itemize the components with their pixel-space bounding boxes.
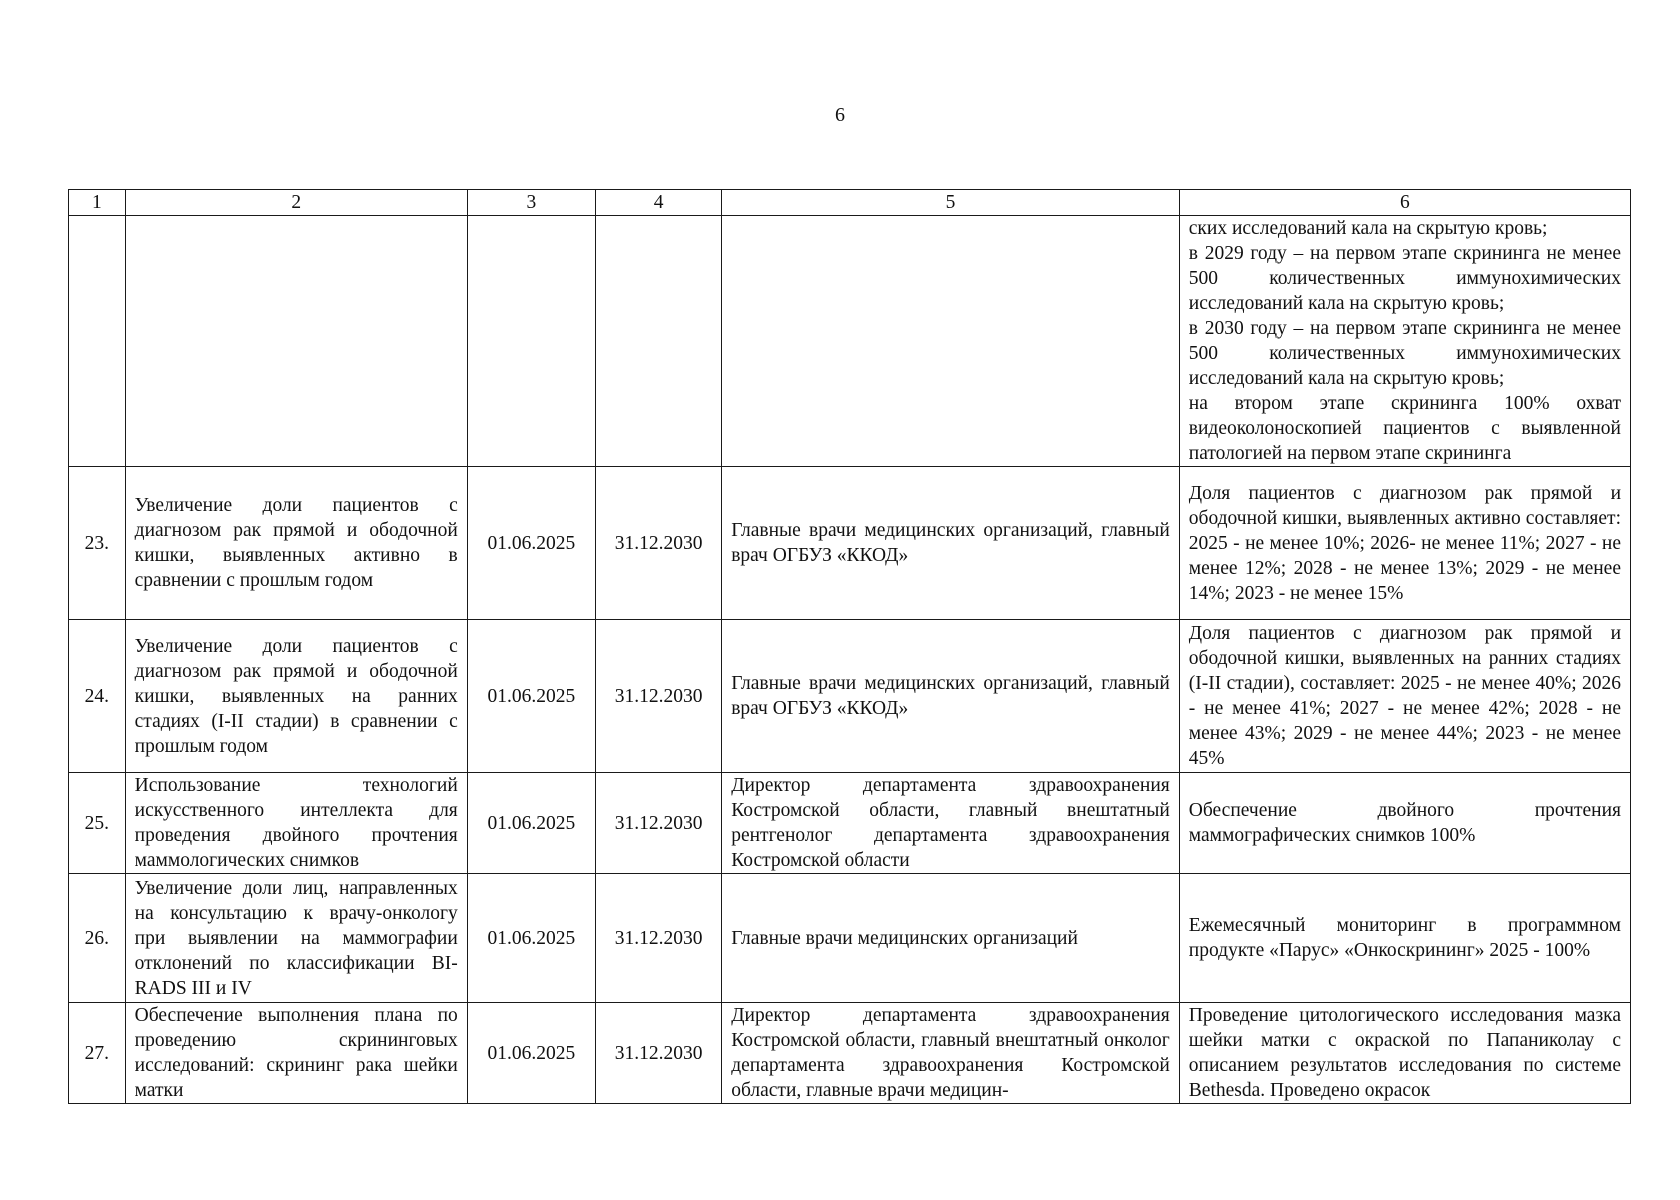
cell-activity: Увеличение доли пациентов с диагнозом рак прямой и ободочной кишки, выявленных на ранних стадиях (I-II стадии) в сравнении с прошлым годом [125, 620, 467, 773]
cell-responsible: Директор департамента здравоохранения Костромской области, главный внештатный рентгенолог департамента здравоохранения Костромской области [722, 773, 1180, 874]
cell-result: Обеспечение двойного прочтения маммографических снимков 100% [1179, 773, 1630, 874]
cell-responsible: Главные врачи медицинских организаций [722, 874, 1180, 1003]
cell-end-date: 31.12.2030 [596, 773, 722, 874]
cell-end-date: 31.12.2030 [596, 874, 722, 1003]
cell-end-date: 31.12.2030 [596, 620, 722, 773]
cell-start-date: 01.06.2025 [467, 620, 595, 773]
cell-result: Ежемесячный мониторинг в программном продукте «Парус» «Онкоскрининг» 2025 - 100% [1179, 874, 1630, 1003]
cell-num: 25. [69, 773, 126, 874]
cell-responsible: Главные врачи медицинских организаций, главный врач ОГБУЗ «ККОД» [722, 467, 1180, 620]
plan-table [68, 189, 1631, 1104]
cell-num: 23. [69, 467, 126, 620]
cell-start-empty [467, 216, 595, 467]
cell-activity: Использование технологий искусственного интеллекта для проведения двойного прочтения маммологических снимков [125, 773, 467, 874]
cell-activity-empty [125, 216, 467, 467]
table-row-continuation [69, 216, 1631, 467]
column-header-3: 3 [467, 190, 595, 216]
column-header-1: 1 [69, 190, 126, 216]
cell-num: 26. [69, 874, 126, 1003]
cell-activity: Обеспечение выполнения плана по проведению скрининговых исследований: скрининг рака шейки матки [125, 1003, 467, 1104]
cell-activity: Увеличение доли лиц, направленных на консультацию к врачу-онкологу при выявлении на маммографии отклонений по классификации BI-RADS III и IV [125, 874, 467, 1003]
page-number: 6 [835, 104, 845, 126]
cell-end-date: 31.12.2030 [596, 467, 722, 620]
cell-responsible-empty [722, 216, 1180, 467]
cell-num-empty [69, 216, 126, 467]
cell-activity: Увеличение доли пациентов с диагнозом рак прямой и ободочной кишки, выявленных активно в сравнении с прошлым годом [125, 467, 467, 620]
cell-result: Доля пациентов с диагнозом рак прямой и ободочной кишки, выявленных активно составляет: 2025 - не менее 10%; 2026- не менее 11%; 2027 - не менее 12%; 2028 - не менее 13%; 2029 - не менее 14%; 2023 - не менее 15% [1179, 467, 1630, 620]
cell-result: Доля пациентов с диагнозом рак прямой и ободочной кишки, выявленных на ранних стадиях (I-II стадии), составляет: 2025 - не менее 40%; 2026 - не менее 41%; 2027 - не менее 42%; 2028 - не менее 43%; 2029 - не менее 44%; 2023 - не менее 45% [1179, 620, 1630, 773]
cell-num: 27. [69, 1003, 126, 1104]
cell-end-date: 31.12.2030 [596, 1003, 722, 1104]
cell-start-date: 01.06.2025 [467, 874, 595, 1003]
cell-result: ских исследований кала на скрытую кровь; в 2029 году – на первом этапе скрининга не менее 500 количественных иммунохимических исследований кала на скрытую кровь; в 2030 году – на первом этапе скрининга не менее 500 количественных иммунохимических исследований кала на скрытую кровь; на втором этапе скрининга 100% охват видеоколоноскопией пациентов с выявленной патологией на первом этапе скрининга [1179, 216, 1630, 467]
table-row [69, 874, 1631, 1003]
cell-result: Проведение цитологического исследования мазка шейки матки с окраской по Папаниколау с описанием результатов исследования по системе Bethesda. Проведено окрасок [1179, 1003, 1630, 1104]
cell-end-empty [596, 216, 722, 467]
cell-start-date: 01.06.2025 [467, 773, 595, 874]
column-header-6: 6 [1179, 190, 1630, 216]
table-row [69, 620, 1631, 773]
table-row [69, 467, 1631, 620]
table-row [69, 1003, 1631, 1104]
cell-num: 24. [69, 620, 126, 773]
cell-responsible: Главные врачи медицинских организаций, главный врач ОГБУЗ «ККОД» [722, 620, 1180, 773]
column-header-2: 2 [125, 190, 467, 216]
cell-start-date: 01.06.2025 [467, 1003, 595, 1104]
column-header-5: 5 [722, 190, 1180, 216]
header-row [69, 190, 1631, 216]
column-header-4: 4 [596, 190, 722, 216]
cell-start-date: 01.06.2025 [467, 467, 595, 620]
cell-responsible: Директор департамента здравоохранения Костромской области, главный внештатный онколог департамента здравоохранения Костромской области, главные врачи медицин- [722, 1003, 1180, 1104]
table-row [69, 773, 1631, 874]
